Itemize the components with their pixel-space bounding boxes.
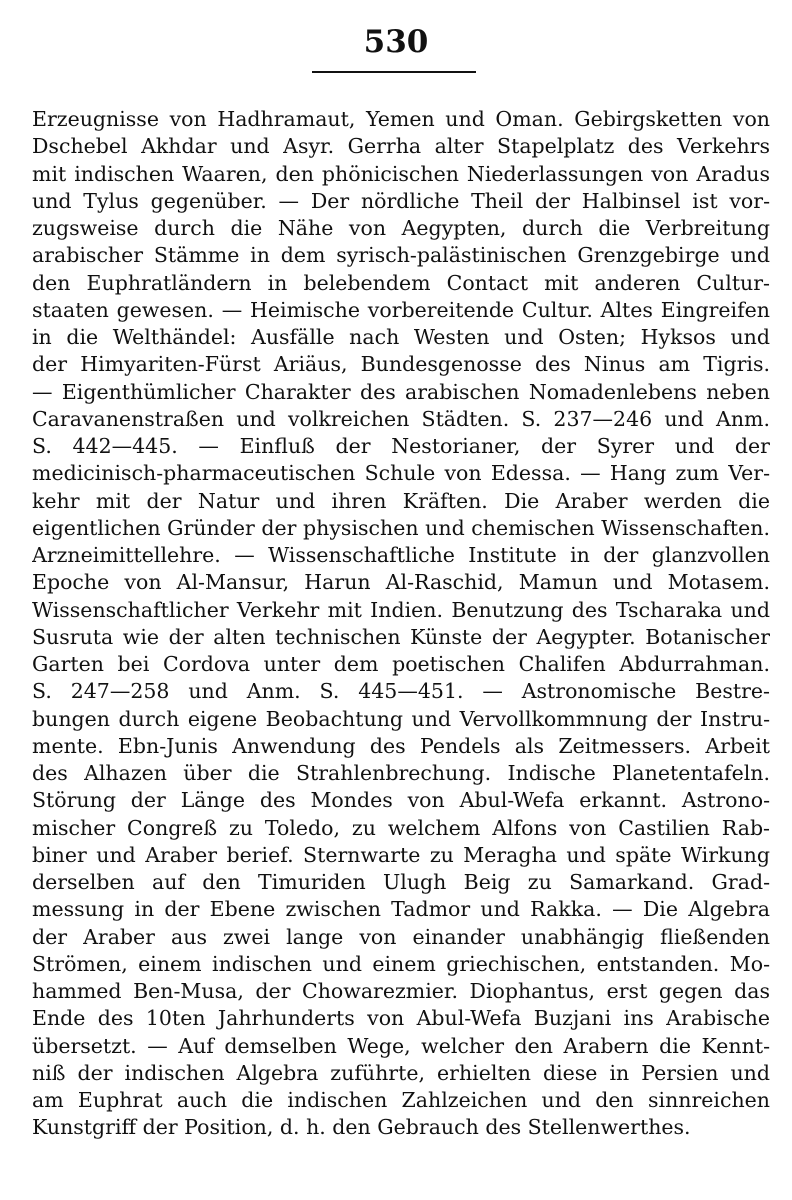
text-line: Wissenschaftlicher Verkehr mit Indien. Benutzung des Tscharaka und — [32, 597, 770, 622]
text-line: in die Welthändel: Ausfälle nach Westen und Osten; Hyksos und — [32, 325, 770, 349]
text-line: mente. Ebn-Junis Anwendung des Pendels als Zeitmessers. Arbeit — [32, 733, 770, 758]
text-line: Kunstgriff der Position, d. h. den Gebrauch des Stellenwerthes. — [32, 1115, 691, 1140]
text-line: Susruta wie der alten technischen Künste der Aegypter. Botanischer — [32, 624, 770, 649]
text-line: arabischer Stämme in dem syrisch-palästinischen Grenzgebirge und — [32, 243, 770, 268]
text-line: übersetzt. — Auf demselben Wege, welcher den Arabern die Kennt- — [32, 1033, 770, 1058]
text-line: Caravanenstraßen und volkreichen Städten. S. 237—246 und Anm. — [32, 406, 770, 431]
text-line: Dschebel Akhdar und Asyr. Gerrha alter Stapelplatz des Verkehrs — [32, 134, 770, 159]
header-rule — [312, 71, 476, 73]
text-line: und Tylus gegenüber. — Der nördliche Theil der Halbinsel ist vor- — [32, 188, 770, 213]
text-line: S. 442—445. — Einfluß der Nestorianer, der Syrer und der — [32, 434, 770, 458]
text-line: Ende des 10ten Jahrhunderts von Abul-Wefa Buzjani ins Arabische — [32, 1006, 770, 1031]
text-line: zugsweise durch die Nähe von Aegypten, durch die Verbreitung — [32, 216, 770, 240]
text-line: derselben auf den Timuriden Ulugh Beig zu Samarkand. Grad- — [32, 870, 770, 894]
text-line: — Eigenthümlicher Charakter des arabischen Nomadenlebens neben — [32, 379, 770, 404]
text-line: mit indischen Waaren, den phönicischen Niederlassungen von Aradus — [32, 161, 770, 186]
text-line: der Araber aus zwei lange von einander unabhängig fließenden — [32, 924, 770, 949]
text-line: des Alhazen über die Strahlenbrechung. Indische Planetentafeln. — [32, 761, 770, 785]
page-number: 530 — [363, 24, 429, 60]
text-line: niß der indischen Algebra zuführte, erhielten diese in Persien und — [32, 1060, 770, 1085]
text-line: medicinisch-pharmaceutischen Schule von Edessa. — Hang zum Ver- — [32, 461, 770, 486]
text-line: hammed Ben-Musa, der Chowarezmier. Diophantus, erst gegen das — [32, 979, 770, 1003]
text-line: S. 247—258 und Anm. S. 445—451. — Astronomische Bestre- — [32, 679, 770, 704]
text-line: den Euphratländern in belebendem Contact mit anderen Cultur- — [32, 270, 770, 295]
text-line: bungen durch eigene Beobachtung und Vervollkommnung der Instru- — [32, 706, 770, 731]
text-line: am Euphrat auch die indischen Zahlzeichen und den sinnreichen — [32, 1088, 770, 1112]
text-line: eigentlichen Gründer der physischen und chemischen Wissenschaften. — [32, 515, 770, 540]
text-line: Erzeugnisse von Hadhramaut, Yemen und Oman. Gebirgsketten von — [32, 107, 770, 131]
text-line: messung in der Ebene zwischen Tadmor und Rakka. — Die Algebra — [32, 897, 770, 922]
text-line: biner und Araber berief. Sternwarte zu Meragha und späte Wirkung — [32, 842, 770, 867]
text-line: Garten bei Cordova unter dem poetischen Chalifen Abdurrahman. — [32, 652, 770, 676]
text-line: staaten gewesen. — Heimische vorbereitende Cultur. Altes Eingreifen — [32, 297, 770, 322]
text-line: kehr mit der Natur und ihren Kräften. Die Araber werden die — [32, 488, 770, 513]
text-line: Epoche von Al-Mansur, Harun Al-Raschid, Mamun und Motasem. — [32, 570, 770, 595]
text-line: Arzneimittellehre. — Wissenschaftliche Institute in der glanzvollen — [32, 543, 770, 567]
text-line: Strömen, einem indischen und einem griechischen, entstanden. Mo- — [32, 951, 770, 976]
text-line: Störung der Länge des Mondes von Abul-Wefa erkannt. Astrono- — [32, 788, 770, 813]
text-line: mischer Congreß zu Toledo, zu welchem Alfons von Castilien Rab- — [32, 815, 770, 840]
text-line: der Himyariten-Fürst Ariäus, Bundesgenosse des Ninus am Tigris. — [32, 352, 770, 377]
body-text — [32, 106, 770, 1142]
